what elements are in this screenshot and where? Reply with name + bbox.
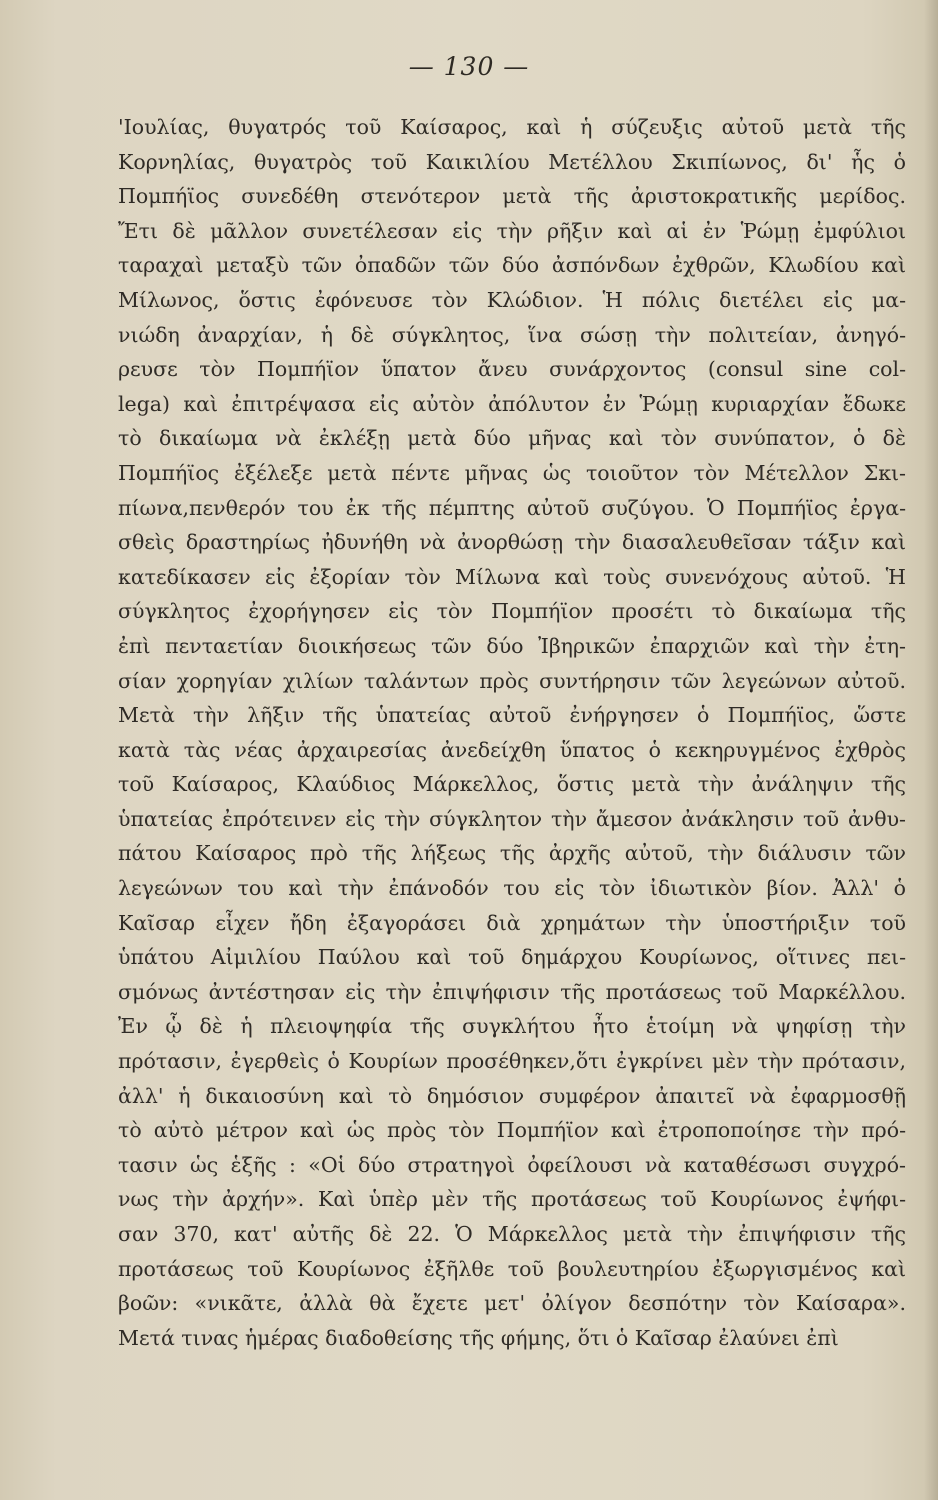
text-line: νιώδη ἀναρχίαν, ἡ δὲ σύγκλητος, ἵνα σώσῃ τὴν πολιτείαν, ἀνηγό- [118, 322, 906, 347]
text-line: τὸ αὐτὸ μέτρον καὶ ὡς πρὸς τὸν Πομπήϊον καὶ ἐτροποποίησε τὴν πρό- [118, 1118, 906, 1143]
text-line: ταραχαὶ μεταξὺ τῶν ὀπαδῶν τῶν δύο ἀσπόνδων ἐχθρῶν, Κλωδίου καὶ [118, 253, 906, 278]
text-line: lega) καὶ ἐπιτρέψασα εἰς αὐτὸν ἀπόλυτον ἐν Ῥώμῃ κυριαρχίαν ἔδωκε [118, 391, 906, 416]
text-line: σαν 370, κατ' αὐτῆς δὲ 22. Ὁ Μάρκελλος μετὰ τὴν ἐπιψήφισιν τῆς [118, 1222, 906, 1246]
text-line: ὑπατείας ἐπρότεινεν εἰς τὴν σύγκλητον τὴν ἄμεσον ἀνάκλησιν τοῦ ἀνθυ- [118, 806, 906, 831]
text-line: βοῶν: «νικᾶτε, ἀλλὰ θὰ ἔχετε μετ' ὀλίγον δεσπότην τὸν Καίσαρα». [118, 1291, 906, 1316]
text-line: τασιν ὡς ἑξῆς : «Οἱ δύο στρατηγοὶ ὀφείλουσι νὰ καταθέσωσι συγχρό- [118, 1152, 906, 1177]
text-line: σθεὶς δραστηρίως ἠδυνήθη νὰ ἀνορθώσῃ τὴν διασαλευθεῖσαν τάξιν καὶ [118, 530, 906, 555]
text-line: λεγεώνων του καὶ τὴν ἐπάνοδόν του εἰς τὸν ἰδιωτικὸν βίον. Ἀλλ' ὁ [118, 876, 906, 901]
text-line: κατεδίκασεν εἰς ἐξορίαν τὸν Μίλωνα καὶ τοὺς συνενόχους αὐτοῦ. Ἡ [118, 564, 906, 589]
text-line: ρευσε τὸν Πομπήϊον ὕπατον ἄνευ συνάρχοντος (consul sine col- [118, 357, 906, 382]
text-line: σμόνως ἀντέστησαν εἰς τὴν ἐπιψήφισιν τῆς προτάσεως τοῦ Μαρκέλλου. [118, 979, 906, 1004]
text-line: νως τὴν ἀρχήν». Καὶ ὑπὲρ μὲν τῆς προτάσεως τοῦ Κουρίωνος ἐψήφι- [118, 1187, 906, 1212]
text-line: Μετὰ τὴν λῆξιν τῆς ὑπατείας αὐτοῦ ἐνήργησεν ὁ Πομπήϊος, ὥστε [118, 703, 906, 728]
text-line: 'Ιουλίας, θυγατρός τοῦ Καίσαρος, καὶ ἡ σύζευξις αὐτοῦ μετὰ τῆς [118, 115, 906, 139]
text-line: πρότασιν, ἐγερθεὶς ὁ Κουρίων προσέθηκεν,ὅτι ἐγκρίνει μὲν τὴν πρότασιν, [118, 1049, 906, 1074]
text-line: τὸ δικαίωμα νὰ ἐκλέξῃ μετὰ δύο μῆνας καὶ τὸν συνύπατον, ὁ δὲ [118, 426, 906, 451]
text-line: Πομπήϊος συνεδέθη στενότερον μετὰ τῆς ἀριστοκρατικῆς μερίδος. [118, 184, 906, 209]
text-line: Κορνηλίας, θυγατρὸς τοῦ Καικιλίου Μετέλλου Σκιπίωνος, δι' ἧς ὁ [118, 149, 906, 174]
text-line: Μετά τινας ἡμέρας διαδοθείσης τῆς φήμης, ὅτι ὁ Καῖσαρ ἐλαύνει ἐπὶ [118, 1325, 839, 1350]
text-line: Μίλωνος, ὅστις ἐφόνευσε τὸν Κλώδιον. Ἡ πόλις διετέλει εἰς μα- [118, 287, 906, 312]
page-number: — 130 — [408, 52, 530, 81]
text-line: σίαν χορηγίαν χιλίων ταλάντων πρὸς συντήρησιν τῶν λεγεώνων αὐτοῦ. [118, 668, 906, 693]
text-line: Ἐν ᾧ δὲ ἡ πλειοψηφία τῆς συγκλήτου ἦτο ἑτοίμη νὰ ψηφίσῃ τὴν [118, 1014, 906, 1039]
text-line: Καῖσαρ εἶχεν ἤδη ἐξαγοράσει διὰ χρημάτων τὴν ὑποστήριξιν τοῦ [118, 910, 906, 935]
text-line: ἀλλ' ἡ δικαιοσύνη καὶ τὸ δημόσιον συμφέρον ἀπαιτεῖ νὰ ἐφαρμοσθῇ [118, 1083, 906, 1108]
page-edge-shadow [924, 0, 938, 1500]
text-line: Ἔτι δὲ μᾶλλον συνετέλεσαν εἰς τὴν ρῆξιν καὶ αἱ ἐν Ῥώμῃ ἐμφύλιοι [118, 218, 906, 243]
body-text [118, 110, 906, 1355]
text-line: τοῦ Καίσαρος, Κλαύδιος Μάρκελλος, ὅστις μετὰ τὴν ἀνάληψιν τῆς [118, 772, 906, 797]
text-line: πάτου Καίσαρος πρὸ τῆς λήξεως τῆς ἀρχῆς αὐτοῦ, τὴν διάλυσιν τῶν [118, 841, 906, 866]
text-line: ἐπὶ πενταετίαν διοικήσεως τῶν δύο Ἰβηρικῶν ἐπαρχιῶν καὶ τὴν ἐτη- [118, 633, 906, 658]
text-line: ὑπάτου Αἰμιλίου Παύλου καὶ τοῦ δημάρχου Κουρίωνος, οἵτινες πει- [118, 945, 906, 970]
text-line: προτάσεως τοῦ Κουρίωνος ἐξῆλθε τοῦ βουλευτηρίου ἐξωργισμένος καὶ [118, 1256, 906, 1281]
text-line: κατὰ τὰς νέας ἀρχαιρεσίας ἀνεδείχθη ὕπατος ὁ κεκηρυγμένος ἐχθρὸς [118, 737, 906, 762]
text-line: πίωνα,πενθερόν του ἐκ τῆς πέμπτης αὐτοῦ συζύγου. Ὁ Πομπήϊος ἐργα- [118, 495, 906, 520]
text-line: Πομπήϊος ἐξέλεξε μετὰ πέντε μῆνας ὡς τοιοῦτον τὸν Μέτελλον Σκι- [118, 460, 906, 485]
text-line: σύγκλητος ἐχορήγησεν εἰς τὸν Πομπήϊον προσέτι τὸ δικαίωμα τῆς [118, 599, 906, 624]
